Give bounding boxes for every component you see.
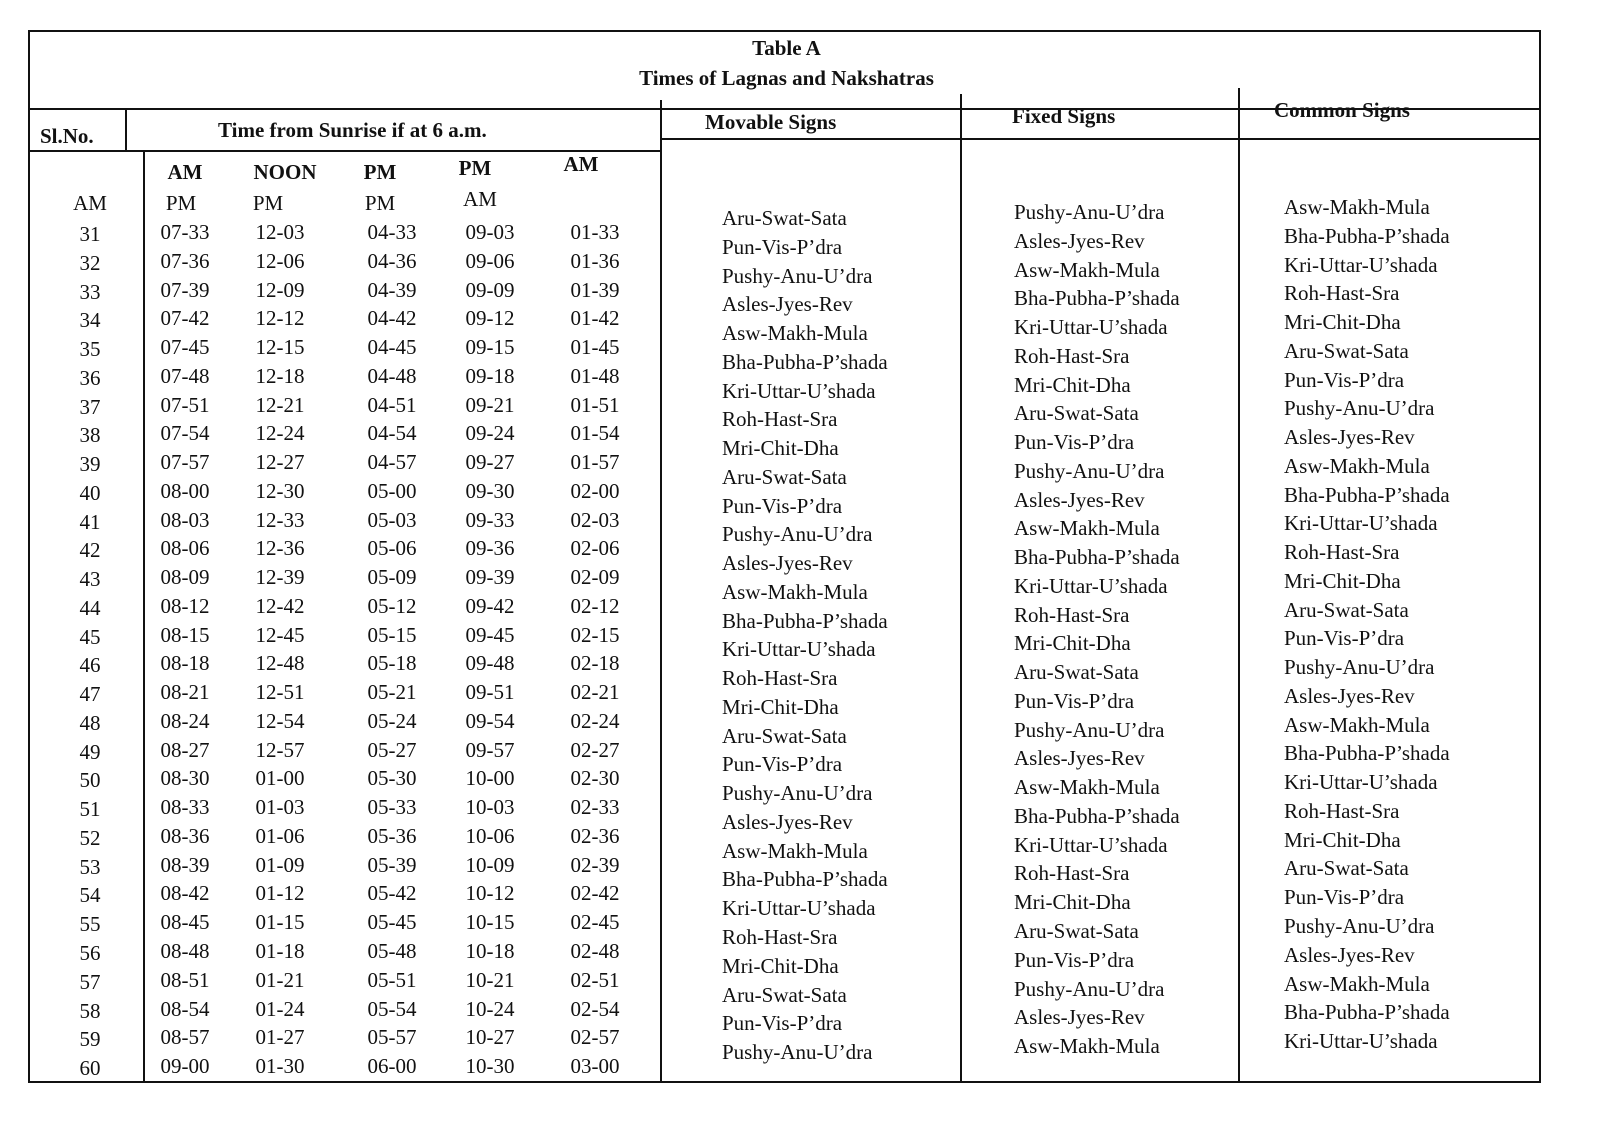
time-pm-pm-cell: 05-18 — [367, 651, 417, 676]
fixed-sign-cell: Asles-Jyes-Rev — [1014, 746, 1145, 771]
time-pm-am-cell: 10-21 — [465, 967, 515, 992]
time-noon-pm-cell: 01-27 — [255, 1025, 305, 1050]
common-sign-cell: Pun-Vis-P’dra — [1284, 626, 1405, 651]
time-am-cell: 01-39 — [570, 277, 620, 302]
time-pm-pm-cell: 05-03 — [367, 507, 417, 532]
fixed-sign-cell: Asw-Makh-Mula — [1014, 516, 1160, 541]
time-pm-pm-cell: 04-54 — [367, 421, 417, 446]
common-sign-cell: Asles-Jyes-Rev — [1284, 942, 1415, 967]
movable-sign-cell: Pushy-Anu-U’dra — [722, 781, 873, 806]
sl-no-cell: 49 — [79, 739, 101, 764]
movable-sign-cell: Asles-Jyes-Rev — [722, 551, 853, 576]
time-pm-am-cell: 10-06 — [465, 823, 515, 848]
time-pm-pm-cell: 05-24 — [367, 708, 417, 733]
movable-sign-cell: Asles-Jyes-Rev — [722, 292, 853, 317]
common-sign-cell: Asw-Makh-Mula — [1284, 712, 1430, 737]
time-pm-am-cell: 09-12 — [465, 306, 515, 331]
fixed-sign-cell: Asw-Makh-Mula — [1014, 775, 1160, 800]
time-am-cell: 01-45 — [570, 335, 620, 360]
time-noon-pm-cell: 01-24 — [255, 996, 305, 1021]
common-sign-cell: Kri-Uttar-U’shada — [1284, 511, 1438, 536]
common-sign-cell: Aru-Swat-Sata — [1284, 338, 1409, 363]
common-sign-cell: Bha-Pubha-P’shada — [1284, 741, 1450, 766]
time-pm-am-cell: 09-24 — [465, 421, 515, 446]
time-pm-am-cell: 09-48 — [465, 651, 515, 676]
time-am-cell: 02-36 — [570, 823, 620, 848]
time-noon-pm-cell: 12-09 — [255, 277, 305, 302]
time-pm-pm-cell: 06-00 — [367, 1054, 417, 1079]
sl-no-cell: 43 — [79, 567, 101, 592]
time-pm-pm-cell: 04-42 — [367, 306, 417, 331]
time-pm-am-cell: 10-30 — [465, 1054, 515, 1079]
time-pm-am-cell: 10-00 — [465, 766, 515, 791]
fixed-sign-cell: Bha-Pubha-P’shada — [1014, 286, 1180, 311]
movable-sign-cell: Pun-Vis-P’dra — [722, 1011, 843, 1036]
time-noon-pm-cell: 12-54 — [255, 708, 305, 733]
fixed-sign-cell: Pun-Vis-P’dra — [1014, 688, 1135, 713]
header-movable: Movable Signs — [705, 110, 837, 134]
time-am-cell: 02-21 — [570, 680, 620, 705]
fixed-sign-cell: Pun-Vis-P’dra — [1014, 430, 1135, 455]
movable-sign-cell: Roh-Hast-Sra — [722, 666, 838, 691]
common-sign-cell: Aru-Swat-Sata — [1284, 597, 1409, 622]
time-am-cell: 02-15 — [570, 622, 620, 647]
fixed-sign-cell: Pushy-Anu-U’dra — [1014, 200, 1165, 224]
movable-sign-cell: Kri-Uttar-U’shada — [722, 637, 876, 662]
fixed-sign-cell: Roh-Hast-Sra — [1014, 861, 1130, 886]
sl-no-cell: 31 — [79, 222, 101, 246]
fixed-sign-cell: Asw-Makh-Mula — [1014, 1034, 1160, 1059]
divider-header-right — [660, 138, 1541, 140]
subheader: PM — [364, 191, 396, 215]
fixed-sign-cell: Kri-Uttar-U’shada — [1014, 573, 1168, 598]
common-sign-cell: Asw-Makh-Mula — [1284, 195, 1430, 219]
time-pm-am-cell: 09-45 — [465, 622, 515, 647]
time-noon-pm-cell: 01-09 — [255, 852, 305, 877]
time-pm-am-cell: 10-09 — [465, 852, 515, 877]
time-am-cell: 02-45 — [570, 910, 620, 935]
sl-no-cell: 44 — [79, 595, 101, 620]
fixed-sign-cell: Pushy-Anu-U’dra — [1014, 458, 1165, 483]
header-time: Time from Sunrise if at 6 a.m. — [218, 118, 487, 142]
time-am-pm-cell: 08-18 — [160, 651, 210, 676]
time-am-pm-cell: 09-00 — [160, 1054, 210, 1079]
time-pm-am-cell: 09-33 — [465, 507, 515, 532]
time-pm-pm-cell: 04-45 — [367, 335, 417, 360]
time-am-pm-cell: 08-54 — [160, 996, 210, 1021]
time-am-pm-cell: 08-21 — [160, 680, 210, 705]
time-noon-pm-cell: 12-18 — [255, 363, 305, 388]
time-am-pm-cell: 08-51 — [160, 967, 210, 992]
subheader: NOON — [253, 160, 317, 184]
time-pm-am-cell: 09-27 — [465, 450, 515, 475]
time-am-pm-cell: 08-36 — [160, 823, 210, 848]
common-sign-cell: Mri-Chit-Dha — [1284, 568, 1401, 593]
sl-no-cell: 60 — [79, 1056, 101, 1081]
time-noon-pm-cell: 12-21 — [255, 392, 305, 417]
sl-no-cell: 40 — [79, 480, 101, 505]
sl-no-cell: 45 — [79, 624, 101, 649]
time-am-pm-cell: 08-45 — [160, 910, 210, 935]
time-am-pm-cell: 08-42 — [160, 881, 210, 906]
time-pm-am-cell: 09-15 — [465, 335, 515, 360]
time-am-cell: 01-33 — [570, 220, 620, 244]
common-sign-cell: Bha-Pubha-P’shada — [1284, 482, 1450, 507]
time-am-cell: 02-30 — [570, 766, 620, 791]
common-sign-cell: Aru-Swat-Sata — [1284, 856, 1409, 881]
subheader: PM — [458, 156, 492, 180]
common-sign-cell: Asles-Jyes-Rev — [1284, 683, 1415, 708]
movable-sign-cell: Kri-Uttar-U’shada — [722, 378, 876, 403]
time-pm-pm-cell: 05-54 — [367, 996, 417, 1021]
sl-no-cell: 39 — [79, 452, 101, 477]
time-noon-pm-cell: 12-36 — [255, 536, 305, 561]
time-pm-am-cell: 09-51 — [465, 680, 515, 705]
common-sign-cell: Pushy-Anu-U’dra — [1284, 655, 1435, 680]
sl-no-cell: 37 — [79, 394, 101, 419]
time-am-cell: 01-36 — [570, 248, 620, 273]
time-pm-pm-cell: 05-06 — [367, 536, 417, 561]
time-pm-am-cell: 09-39 — [465, 565, 515, 590]
fixed-sign-cell: Mri-Chit-Dha — [1014, 890, 1131, 915]
table-title: Table A — [752, 36, 821, 60]
time-am-pm-cell: 08-30 — [160, 766, 210, 791]
movable-sign-cell: Asw-Makh-Mula — [722, 321, 868, 346]
sl-no-cell: 42 — [79, 538, 101, 563]
time-noon-pm-cell: 12-48 — [255, 651, 305, 676]
time-am-cell: 02-39 — [570, 852, 620, 877]
time-am-pm-cell: 08-39 — [160, 852, 210, 877]
time-am-cell: 01-48 — [570, 363, 620, 388]
time-pm-pm-cell: 04-57 — [367, 450, 417, 475]
time-noon-pm-cell: 12-30 — [255, 478, 305, 503]
time-pm-pm-cell: 05-00 — [367, 478, 417, 503]
fixed-sign-cell: Mri-Chit-Dha — [1014, 372, 1131, 397]
time-noon-pm-cell: 01-06 — [255, 823, 305, 848]
time-am-pm-cell: 07-39 — [160, 277, 210, 302]
time-am-pm-cell: 08-48 — [160, 939, 210, 963]
time-noon-pm-cell: 12-39 — [255, 565, 305, 590]
common-sign-cell: Pushy-Anu-U’dra — [1284, 914, 1435, 938]
sl-no-cell: 36 — [79, 365, 101, 390]
time-pm-pm-cell: 04-51 — [367, 392, 417, 417]
time-pm-am-cell: 09-21 — [465, 392, 515, 417]
movable-sign-cell: Roh-Hast-Sra — [722, 407, 838, 432]
time-am-cell: 02-03 — [570, 507, 620, 532]
fixed-sign-cell: Pushy-Anu-U’dra — [1014, 976, 1165, 1001]
subheader: PM — [252, 191, 284, 215]
time-pm-am-cell: 09-30 — [465, 478, 515, 503]
common-sign-cell: Bha-Pubha-P’shada — [1284, 223, 1450, 248]
fixed-sign-cell: Aru-Swat-Sata — [1014, 660, 1139, 685]
header-sl-no: Sl.No. — [40, 124, 94, 148]
time-noon-pm-cell: 12-51 — [255, 680, 305, 705]
time-noon-pm-cell: 12-45 — [255, 622, 305, 647]
movable-sign-cell: Bha-Pubha-P’shada — [722, 867, 888, 892]
time-am-cell: 02-42 — [570, 881, 620, 906]
header-common: Common Signs — [1274, 98, 1410, 122]
movable-sign-cell: Asw-Makh-Mula — [722, 579, 868, 604]
common-sign-cell: Asw-Makh-Mula — [1284, 971, 1430, 996]
time-pm-am-cell: 09-54 — [465, 708, 515, 733]
time-am-pm-cell: 08-09 — [160, 565, 210, 590]
sl-no-cell: 52 — [79, 825, 101, 850]
time-am-cell: 02-18 — [570, 651, 620, 676]
movable-sign-cell: Pun-Vis-P’dra — [722, 234, 843, 259]
time-am-pm-cell: 07-57 — [160, 450, 210, 475]
time-pm-pm-cell: 05-30 — [367, 766, 417, 791]
time-pm-am-cell: 10-27 — [465, 1025, 515, 1050]
time-pm-pm-cell: 05-27 — [367, 737, 417, 762]
common-sign-cell: Kri-Uttar-U’shada — [1284, 252, 1438, 277]
time-am-pm-cell: 07-33 — [160, 220, 210, 244]
time-noon-pm-cell: 12-15 — [255, 335, 305, 360]
time-am-pm-cell: 08-33 — [160, 795, 210, 820]
common-sign-cell: Bha-Pubha-P’shada — [1284, 1000, 1450, 1025]
fixed-sign-cell: Pushy-Anu-U’dra — [1014, 717, 1165, 742]
time-pm-am-cell: 10-15 — [465, 910, 515, 935]
time-noon-pm-cell: 12-42 — [255, 593, 305, 618]
time-am-pm-cell: 08-00 — [160, 478, 210, 503]
sl-no-cell: 57 — [79, 969, 101, 994]
time-am-cell: 02-27 — [570, 737, 620, 762]
fixed-sign-cell: Kri-Uttar-U’shada — [1014, 315, 1168, 340]
time-am-cell: 02-51 — [570, 967, 620, 992]
time-am-pm-cell: 07-45 — [160, 335, 210, 360]
time-noon-pm-cell: 12-27 — [255, 450, 305, 475]
common-sign-cell: Roh-Hast-Sra — [1284, 540, 1400, 565]
time-pm-am-cell: 10-24 — [465, 996, 515, 1021]
time-pm-am-cell: 10-03 — [465, 795, 515, 820]
time-pm-am-cell: 09-42 — [465, 593, 515, 618]
time-pm-pm-cell: 04-48 — [367, 363, 417, 388]
common-sign-cell: Asw-Makh-Mula — [1284, 453, 1430, 478]
sl-no-cell: 41 — [79, 509, 101, 534]
fixed-sign-cell: Bha-Pubha-P’shada — [1014, 545, 1180, 570]
movable-sign-cell: Pushy-Anu-U’dra — [722, 263, 873, 288]
time-am-cell: 01-51 — [570, 392, 620, 417]
time-am-pm-cell: 07-42 — [160, 306, 210, 331]
time-pm-pm-cell: 05-42 — [367, 881, 417, 906]
movable-sign-cell: Asw-Makh-Mula — [722, 838, 868, 863]
time-am-cell: 02-48 — [570, 939, 620, 963]
sl-no-cell: 46 — [79, 653, 101, 678]
sl-no-cell: 50 — [79, 768, 101, 793]
time-noon-pm-cell: 01-03 — [255, 795, 305, 820]
time-pm-pm-cell: 05-21 — [367, 680, 417, 705]
subheader: PM — [165, 191, 197, 215]
sl-no-cell: 55 — [79, 912, 101, 937]
movable-sign-cell: Pushy-Anu-U’dra — [722, 1040, 873, 1065]
common-sign-cell: Mri-Chit-Dha — [1284, 310, 1401, 335]
time-noon-pm-cell: 12-06 — [255, 248, 305, 273]
fixed-sign-cell: Asles-Jyes-Rev — [1014, 487, 1145, 512]
fixed-sign-cell: Aru-Swat-Sata — [1014, 919, 1139, 943]
col-divider-sl — [125, 108, 127, 152]
time-pm-pm-cell: 04-33 — [367, 220, 417, 244]
sl-no-cell: 54 — [79, 883, 101, 908]
movable-sign-cell: Mri-Chit-Dha — [722, 436, 839, 461]
time-pm-pm-cell: 05-09 — [367, 565, 417, 590]
time-pm-am-cell: 09-57 — [465, 737, 515, 762]
time-pm-am-cell: 09-09 — [465, 277, 515, 302]
subheader: AM — [463, 187, 497, 211]
time-am-pm-cell: 07-36 — [160, 248, 210, 273]
sl-no-cell: 53 — [79, 854, 101, 879]
time-pm-pm-cell: 05-15 — [367, 622, 417, 647]
time-pm-pm-cell: 04-39 — [367, 277, 417, 302]
fixed-sign-cell: Roh-Hast-Sra — [1014, 343, 1130, 368]
sl-no-cell: 51 — [79, 797, 101, 822]
movable-sign-cell: Aru-Swat-Sata — [722, 206, 847, 230]
time-pm-am-cell: 10-12 — [465, 881, 515, 906]
time-pm-pm-cell: 05-45 — [367, 910, 417, 935]
fixed-sign-cell: Roh-Hast-Sra — [1014, 602, 1130, 627]
time-am-pm-cell: 08-12 — [160, 593, 210, 618]
time-noon-pm-cell: 01-12 — [255, 881, 305, 906]
fixed-sign-cell: Asw-Makh-Mula — [1014, 257, 1160, 282]
time-am-pm-cell: 07-51 — [160, 392, 210, 417]
time-noon-pm-cell: 12-03 — [255, 220, 305, 244]
movable-sign-cell: Pun-Vis-P’dra — [722, 752, 843, 777]
sl-no-cell: 33 — [79, 279, 101, 304]
subheader: AM — [167, 160, 203, 184]
time-pm-am-cell: 09-18 — [465, 363, 515, 388]
time-pm-pm-cell: 05-48 — [367, 939, 417, 963]
time-pm-pm-cell: 05-57 — [367, 1025, 417, 1050]
time-pm-am-cell: 09-06 — [465, 248, 515, 273]
common-sign-cell: Pun-Vis-P’dra — [1284, 885, 1405, 910]
movable-sign-cell: Roh-Hast-Sra — [722, 925, 838, 949]
common-sign-cell: Pun-Vis-P’dra — [1284, 367, 1405, 392]
time-am-cell: 02-09 — [570, 565, 620, 590]
time-am-pm-cell: 08-57 — [160, 1025, 210, 1050]
time-noon-pm-cell: 01-18 — [255, 939, 305, 963]
time-am-pm-cell: 08-24 — [160, 708, 210, 733]
time-noon-pm-cell: 01-21 — [255, 967, 305, 992]
movable-sign-cell: Asles-Jyes-Rev — [722, 809, 853, 834]
fixed-sign-cell: Pun-Vis-P’dra — [1014, 947, 1135, 972]
sl-no-cell: 47 — [79, 682, 101, 707]
movable-sign-cell: Kri-Uttar-U’shada — [722, 896, 876, 921]
fixed-sign-cell: Aru-Swat-Sata — [1014, 401, 1139, 426]
time-pm-pm-cell: 05-39 — [367, 852, 417, 877]
movable-sign-cell: Aru-Swat-Sata — [722, 982, 847, 1007]
time-noon-pm-cell: 12-57 — [255, 737, 305, 762]
sl-no-cell: 32 — [79, 250, 101, 275]
sl-no-cell: 35 — [79, 337, 101, 362]
time-noon-pm-cell: 12-12 — [255, 306, 305, 331]
time-am-cell: 02-24 — [570, 708, 620, 733]
common-sign-cell: Pushy-Anu-U’dra — [1284, 396, 1435, 421]
time-pm-pm-cell: 05-12 — [367, 593, 417, 618]
sl-no-cell: 38 — [79, 423, 101, 448]
movable-sign-cell: Pushy-Anu-U’dra — [722, 522, 873, 547]
time-am-pm-cell: 08-27 — [160, 737, 210, 762]
time-pm-am-cell: 09-36 — [465, 536, 515, 561]
common-sign-cell: Kri-Uttar-U’shada — [1284, 1029, 1438, 1054]
time-noon-pm-cell: 01-15 — [255, 910, 305, 935]
subheader: PM — [363, 160, 397, 184]
time-am-cell: 01-54 — [570, 421, 620, 446]
time-noon-pm-cell: 12-33 — [255, 507, 305, 532]
time-am-cell: 01-57 — [570, 450, 620, 475]
time-am-cell: 02-06 — [570, 536, 620, 561]
movable-sign-cell: Bha-Pubha-P’shada — [722, 349, 888, 374]
header-fixed: Fixed Signs — [1012, 104, 1116, 128]
time-am-pm-cell: 08-03 — [160, 507, 210, 532]
time-am-pm-cell: 07-54 — [160, 421, 210, 446]
fixed-sign-cell: Asles-Jyes-Rev — [1014, 228, 1145, 253]
time-noon-pm-cell: 01-00 — [255, 766, 305, 791]
time-am-cell: 02-00 — [570, 478, 620, 503]
time-am-pm-cell: 08-06 — [160, 536, 210, 561]
time-am-cell: 02-12 — [570, 593, 620, 618]
time-am-cell: 02-54 — [570, 996, 620, 1021]
movable-sign-cell: Aru-Swat-Sata — [722, 464, 847, 489]
sl-no-cell: 56 — [79, 941, 101, 965]
subheader: AM — [73, 191, 107, 215]
time-am-cell: 03-00 — [570, 1054, 620, 1079]
movable-sign-cell: Bha-Pubha-P’shada — [722, 608, 888, 633]
time-am-cell: 02-33 — [570, 795, 620, 820]
sl-no-cell: 59 — [79, 1027, 101, 1052]
fixed-sign-cell: Asles-Jyes-Rev — [1014, 1005, 1145, 1030]
time-am-pm-cell: 08-15 — [160, 622, 210, 647]
subheader-row-1 — [0, 152, 1600, 189]
time-am-cell: 02-57 — [570, 1025, 620, 1050]
table-subtitle: Times of Lagnas and Nakshatras — [639, 66, 934, 90]
time-pm-pm-cell: 05-51 — [367, 967, 417, 992]
time-noon-pm-cell: 12-24 — [255, 421, 305, 446]
common-sign-cell: Asles-Jyes-Rev — [1284, 425, 1415, 450]
sl-no-cell: 34 — [79, 308, 101, 333]
movable-sign-cell: Mri-Chit-Dha — [722, 953, 839, 978]
movable-sign-cell: Aru-Swat-Sata — [722, 723, 847, 748]
fixed-sign-cell: Kri-Uttar-U’shada — [1014, 832, 1168, 857]
fixed-sign-cell: Bha-Pubha-P’shada — [1014, 803, 1180, 828]
common-sign-cell: Roh-Hast-Sra — [1284, 798, 1400, 823]
movable-sign-cell: Mri-Chit-Dha — [722, 694, 839, 719]
movable-sign-cell: Pun-Vis-P’dra — [722, 493, 843, 518]
common-sign-cell: Mri-Chit-Dha — [1284, 827, 1401, 852]
time-am-cell: 01-42 — [570, 306, 620, 331]
time-pm-am-cell: 09-03 — [465, 220, 515, 244]
time-pm-pm-cell: 05-33 — [367, 795, 417, 820]
time-am-pm-cell: 07-48 — [160, 363, 210, 388]
sl-no-cell: 58 — [79, 998, 101, 1023]
subheader: AM — [563, 152, 599, 176]
sl-no-cell: 48 — [79, 710, 101, 735]
time-noon-pm-cell: 01-30 — [255, 1054, 305, 1079]
common-sign-cell: Kri-Uttar-U’shada — [1284, 770, 1438, 795]
time-pm-pm-cell: 05-36 — [367, 823, 417, 848]
fixed-sign-cell: Mri-Chit-Dha — [1014, 631, 1131, 656]
time-pm-pm-cell: 04-36 — [367, 248, 417, 273]
time-pm-am-cell: 10-18 — [465, 939, 515, 963]
common-sign-cell: Roh-Hast-Sra — [1284, 281, 1400, 306]
